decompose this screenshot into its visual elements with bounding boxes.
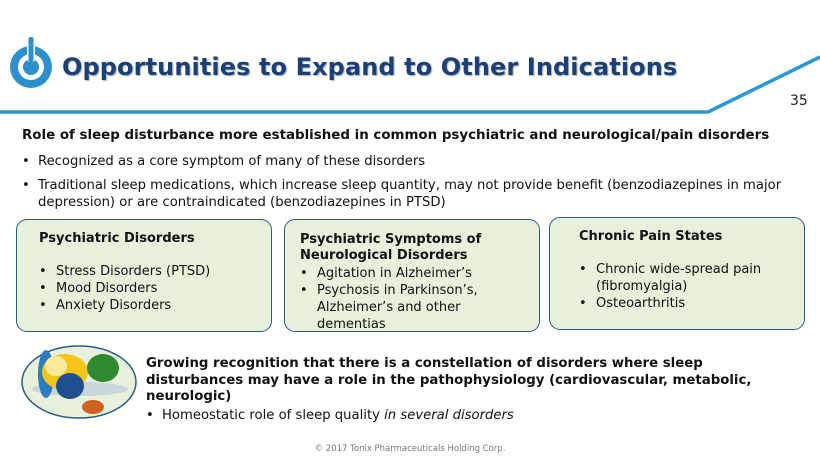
page-number: 35 bbox=[790, 93, 808, 109]
box-item: • Psychosis in Parkinson’s, Alzheimer’s and other dementias bbox=[300, 283, 478, 332]
bullet-italic-text: in several disorders bbox=[384, 408, 514, 423]
bullet-icon: • bbox=[22, 154, 30, 169]
copyright-footer: © 2017 Tonix Pharmaceuticals Holding Corp. bbox=[314, 444, 506, 454]
box-title: Psychiatric Symptoms of Neurological Disorders bbox=[300, 232, 482, 263]
bullet-icon: • bbox=[300, 283, 308, 298]
bullet-icon: • bbox=[579, 262, 587, 277]
box-item: • Anxiety Disorders bbox=[39, 298, 172, 313]
growing-recognition-text: Growing recognition that there is a constellation of disorders where sleep disturbances may have a role in the pathophysiology (cardiovascular, metabolic, neurologic) bbox=[146, 356, 752, 404]
box-title: Chronic Pain States bbox=[579, 229, 723, 244]
bullet-icon: • bbox=[39, 281, 47, 296]
box-item: • Mood Disorders bbox=[39, 281, 158, 296]
intro-heading: Role of sleep disturbance more established in common psychiatric and neurological/pain disorders bbox=[22, 128, 770, 143]
neurological-symptoms-box bbox=[284, 219, 540, 332]
bullet-icon: • bbox=[39, 298, 47, 313]
bullet-icon: • bbox=[39, 264, 47, 279]
bullet-icon: • bbox=[146, 408, 154, 423]
box-item: • Agitation in Alzheimer’s bbox=[300, 266, 472, 281]
intro-bullet: • Recognized as a core symptom of many of these disorders bbox=[22, 154, 426, 169]
page-title: Opportunities to Expand to Other Indications bbox=[62, 53, 678, 81]
bullet-icon: • bbox=[300, 266, 308, 281]
intro-bullet: • Traditional sleep medications, which increase sleep quantity, may not provide benefit (benzodiazepines in major depression) or are contraindicated (benzodiazepines in PTSD) bbox=[22, 178, 782, 210]
box-title: Psychiatric Disorders bbox=[39, 231, 195, 246]
box-item: • Stress Disorders (PTSD) bbox=[39, 264, 211, 279]
growing-bullet bbox=[146, 407, 786, 424]
disorder-cluster-icon bbox=[20, 344, 138, 420]
psychiatric-disorders-box bbox=[16, 219, 272, 332]
chronic-pain-box bbox=[549, 217, 805, 330]
box-item: • Chronic wide-spread pain (fibromyalgia) bbox=[579, 262, 762, 294]
box-item: • Osteoarthritis bbox=[579, 296, 686, 311]
bullet-icon: • bbox=[22, 178, 30, 193]
power-logo-icon bbox=[7, 34, 55, 92]
bullet-icon: • bbox=[579, 296, 587, 311]
bullet-plain-text: Homeostatic role of sleep quality bbox=[162, 408, 385, 423]
